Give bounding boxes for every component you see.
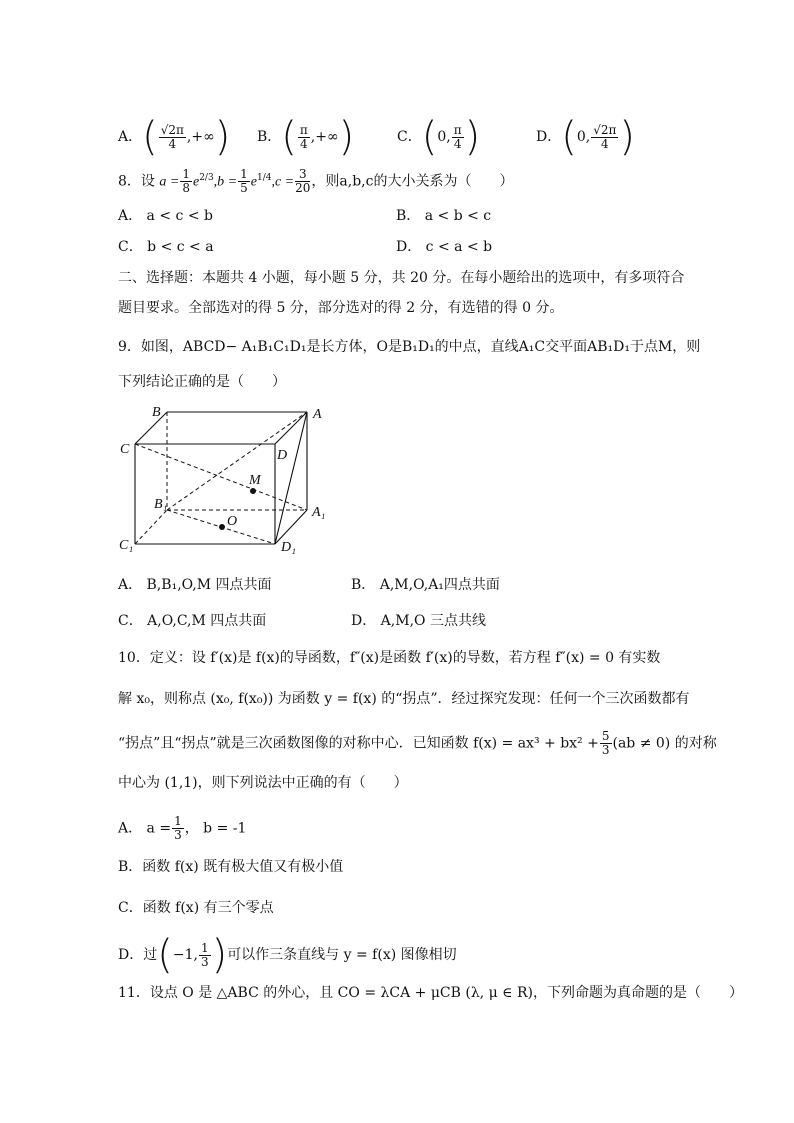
q10-option-d bbox=[118, 932, 457, 978]
q9-option-d: D． A,M,O 三点共线 bbox=[351, 613, 486, 629]
q10-option-a-fraction bbox=[172, 815, 184, 842]
q7-option-a-tail: ,+∞ bbox=[186, 129, 215, 145]
q8-a-fraction bbox=[180, 168, 192, 195]
label-O: O bbox=[227, 514, 238, 529]
q7-option-c bbox=[397, 114, 481, 160]
q10-option-a-numerator: 1 bbox=[174, 814, 182, 828]
q8-a-numerator: 1 bbox=[182, 167, 190, 182]
q10-option-a-part2: ， b = -1 bbox=[184, 820, 247, 837]
q7-option-a-numerator: √2π bbox=[160, 122, 184, 137]
q8-stem bbox=[118, 168, 513, 195]
q8-b-denominator: 5 bbox=[240, 181, 248, 196]
q8-prefix: 8．设 bbox=[118, 173, 155, 190]
q10-stem-line3 bbox=[118, 730, 717, 757]
q7-option-c-numerator: π bbox=[453, 122, 462, 137]
q10-option-d-part2: 可以作三条直线与 y = f(x) 图像相切 bbox=[227, 947, 457, 963]
q8-a-denominator: 8 bbox=[182, 181, 190, 196]
q10-stem-line1: 10．定义：设 f′(x)是 f(x)的导函数，f″(x)是函数 f′(x)的导数，若方程 f″(x) = 0 有实数 bbox=[118, 650, 661, 666]
edge-C1-B1 bbox=[135, 510, 167, 544]
point-O bbox=[219, 524, 225, 530]
edge-D1-A1 bbox=[275, 510, 307, 544]
q10-constant-numerator: 5 bbox=[601, 729, 610, 743]
label-C: C bbox=[120, 442, 130, 457]
label-A1: A₁ bbox=[312, 505, 326, 520]
q10-constant-fraction bbox=[600, 730, 612, 757]
q7-option-c-fraction bbox=[452, 124, 464, 151]
q7-option-c-label: C． bbox=[397, 129, 422, 145]
q10-option-d-part1: D．过 bbox=[118, 947, 158, 963]
q7-option-d-label: D． bbox=[536, 129, 562, 145]
q10-option-d-numerator: 1 bbox=[200, 940, 209, 955]
q7-option-a-label: A． bbox=[118, 129, 143, 145]
q7-option-c-denominator: 4 bbox=[453, 136, 462, 151]
q8-b-fraction bbox=[238, 168, 250, 195]
q7-option-b-fraction bbox=[298, 124, 310, 151]
q10-option-a-denominator: 3 bbox=[174, 828, 182, 842]
q10-stem-line2: 解 x₀，则称点 (x₀, f(x₀)) 为函数 y = f(x) 的“拐点”．经过探究发现：任何一个三次函数都有 bbox=[118, 691, 690, 707]
q9-cuboid-figure bbox=[112, 402, 342, 562]
q10-option-d-denominator: 3 bbox=[200, 954, 209, 969]
q10-constant-denominator: 3 bbox=[601, 743, 610, 757]
q10-option-d-open-paren: ( bbox=[157, 932, 173, 978]
q7-option-c-close-paren: ) bbox=[464, 114, 481, 160]
q9-stem-line1: 9．如图，ABCD− A₁B₁C₁D₁是长方体，O是B₁D₁的中点，直线A₁C交平面AB₁D₁于点M，则 bbox=[118, 339, 701, 355]
section2-instructions-line2: 题目要求。全部选对的得 5 分，部分选对的得 2 分，有选错的得 0 分。 bbox=[118, 300, 564, 316]
q7-option-d-numerator: √2π bbox=[593, 122, 617, 137]
q8-b-numerator: 1 bbox=[240, 167, 248, 182]
label-B: B bbox=[152, 405, 161, 420]
q10-option-b: B．函数 f(x) 既有极大值又有极小值 bbox=[118, 859, 344, 875]
q7-option-d-fraction bbox=[591, 124, 618, 151]
q7-option-a bbox=[118, 114, 231, 160]
q7-option-b-label: B． bbox=[257, 129, 282, 145]
q7-option-a-fraction bbox=[159, 124, 186, 151]
q8-c-lhs: ,c = bbox=[271, 174, 295, 190]
q8-a-lhs: a = bbox=[159, 174, 180, 190]
q7-option-b-numerator: π bbox=[299, 122, 308, 137]
edge-C-B bbox=[135, 412, 167, 444]
q7-option-a-denominator: 4 bbox=[168, 136, 177, 151]
label-M: M bbox=[249, 473, 261, 488]
q8-b-exponent: 1/4 bbox=[256, 173, 272, 183]
label-A: A bbox=[313, 407, 322, 422]
point-M bbox=[250, 488, 256, 494]
q7-option-b-tail: ,+∞ bbox=[310, 129, 339, 145]
q10-stem-line3-part1: “拐点”且“拐点”就是三次函数图像的对称中心．已知函数 f(x) = ax³ + bx² + bbox=[118, 735, 599, 752]
q7-option-b-denominator: 4 bbox=[300, 136, 308, 151]
q7-option-a-open-paren: ( bbox=[142, 114, 158, 160]
q8-a-base: e bbox=[192, 174, 200, 190]
q7-option-c-open-paren: ( bbox=[421, 114, 438, 160]
q10-option-a-part1: A． a = bbox=[118, 820, 172, 837]
edge-A-D1 bbox=[275, 412, 307, 544]
q9-option-b: B． A,M,O,A₁四点共面 bbox=[351, 577, 500, 593]
q7-option-b bbox=[257, 114, 355, 160]
label-B1: B₁ bbox=[154, 497, 168, 512]
q7-option-b-open-paren: ( bbox=[281, 114, 297, 160]
section2-instructions-line1: 二、选择题：本题共 4 小题，每小题 5 分，共 20 分。在每小题给出的选项中，有多项符合 bbox=[118, 270, 685, 286]
q7-option-d-head: 0, bbox=[576, 129, 591, 145]
q7-option-d bbox=[536, 114, 635, 160]
q8-c-fraction bbox=[295, 168, 310, 195]
q10-option-d-head: −1, bbox=[172, 947, 198, 963]
q7-option-b-close-paren: ) bbox=[338, 114, 355, 160]
q10-stem-line4: 中心为 (1,1)，则下列说法中正确的有（ ） bbox=[118, 775, 408, 791]
q9-option-c: C． A,O,C,M 四点共面 bbox=[118, 613, 267, 629]
q7-option-d-open-paren: ( bbox=[561, 114, 577, 160]
q10-option-d-fraction bbox=[199, 942, 211, 969]
q8-a-exponent: 2/3 bbox=[199, 173, 214, 183]
q9-stem-line2: 下列结论正确的是（ ） bbox=[118, 374, 286, 390]
label-D1: D₁ bbox=[281, 540, 296, 555]
q7-option-d-close-paren: ) bbox=[619, 114, 635, 160]
q8-c-denominator: 20 bbox=[295, 181, 311, 196]
q8-c-numerator: 3 bbox=[295, 168, 310, 182]
q7-option-d-denominator: 4 bbox=[600, 136, 609, 151]
q7-option-a-close-paren: ) bbox=[214, 114, 231, 160]
q11-stem-line1: 11．设点 O 是 △ABC 的外心，且 CO = λCA + μCB (λ, μ ∈ R)，下列命题为真命题的是（ ） bbox=[118, 985, 743, 1001]
q10-stem-line3-part2: (ab ≠ 0) 的对称 bbox=[612, 735, 717, 752]
q10-option-a bbox=[118, 815, 246, 842]
label-C1: C₁ bbox=[119, 538, 134, 553]
q8-option-c: C． b < c < a bbox=[118, 239, 214, 255]
q10-option-d-close-paren: ) bbox=[211, 932, 228, 978]
q9-option-a: A． B,B₁,O,M 四点共面 bbox=[118, 577, 272, 593]
q8-option-a: A． a < c < b bbox=[118, 208, 213, 224]
q8-option-d: D． c < a < b bbox=[396, 239, 493, 255]
q8-option-b: B． a < b < c bbox=[396, 208, 492, 224]
q8-b-lhs: ,b = bbox=[213, 174, 238, 190]
q7-option-c-head: 0, bbox=[437, 129, 451, 145]
label-D: D bbox=[277, 448, 288, 463]
q8-b-base: e bbox=[250, 174, 257, 190]
q10-option-c: C．函数 f(x) 有三个零点 bbox=[118, 900, 274, 916]
q8-suffix: ，则a,b,c的大小关系为（ ） bbox=[311, 173, 514, 190]
edge-D-A bbox=[275, 412, 307, 444]
